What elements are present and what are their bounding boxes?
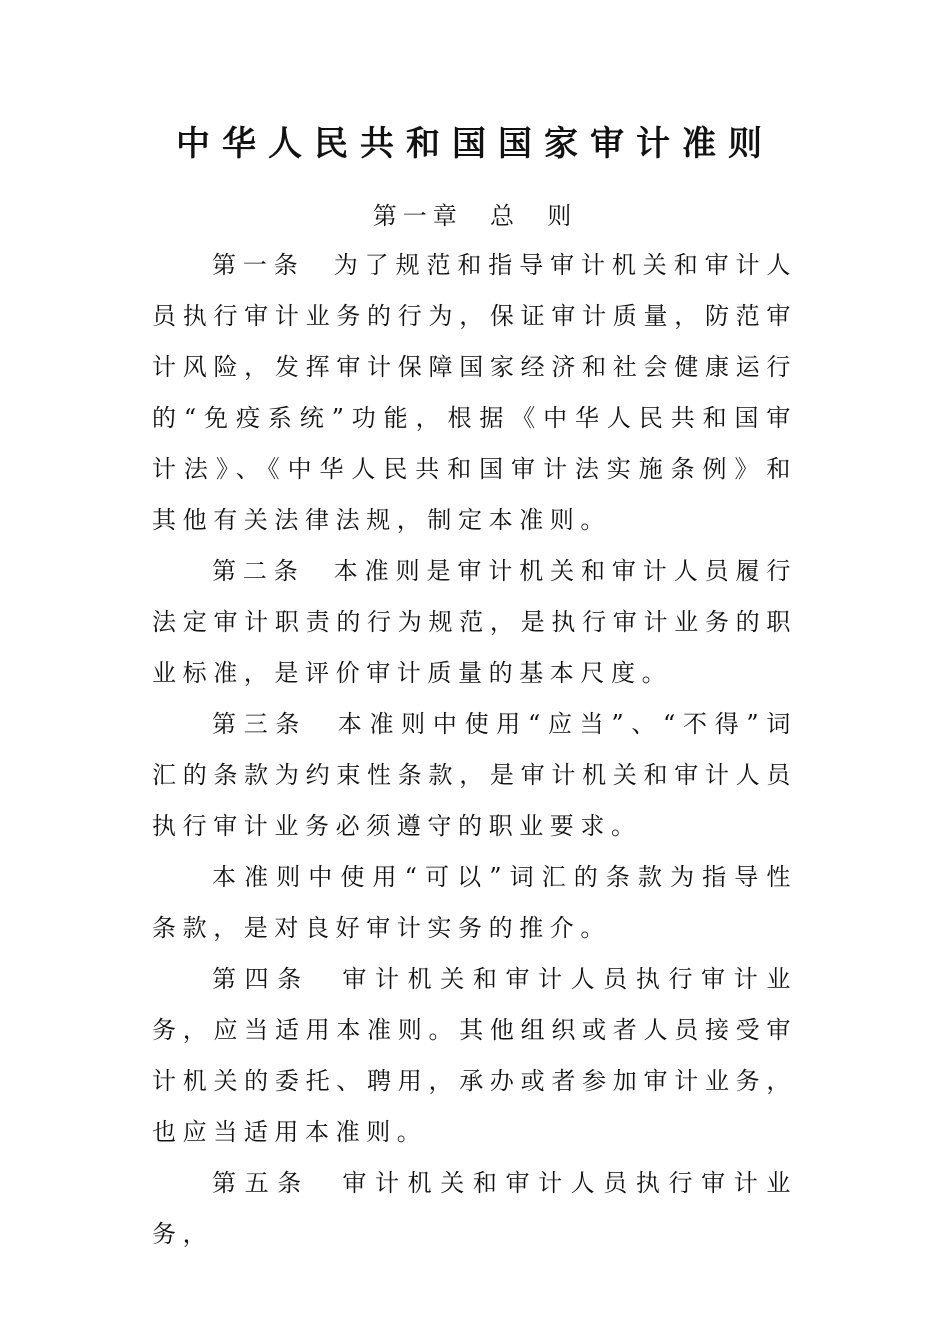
article-3 xyxy=(152,699,797,852)
article-label: 第二条 xyxy=(212,557,334,585)
article-4 xyxy=(152,954,797,1158)
article-text: 审计机关和审计人员执行审计业务， xyxy=(152,1169,797,1248)
article-text: 为了规范和指导审计机关和审计人员执行审计业务的行为，保证审计质量，防范审计风险，发挥审计保障国家经济和社会健康运行的“免疫系统”功能，根据《中华人民共和国审计法》、《中华人民共和国审计法实施条例》和其他有关法律法规，制定本准则。 xyxy=(152,251,798,534)
document-body xyxy=(152,240,797,1260)
article-text: 本准则是审计机关和审计人员履行法定审计职责的行为规范，是执行审计业务的职业标准，是评价审计质量的基本尺度。 xyxy=(152,557,798,687)
article-5 xyxy=(152,1158,797,1260)
article-label: 第三条 xyxy=(212,710,338,738)
article-text: 审计机关和审计人员执行审计业务，应当适用本准则。其他组织或者人员接受审计机关的委托、聘用，承办或者参加审计业务，也应当适用本准则。 xyxy=(152,965,797,1146)
document-title: 中华人民共和国国家审计准则 xyxy=(176,124,774,164)
article-label: 第一条 xyxy=(212,251,334,279)
article-3-continuation xyxy=(152,852,797,954)
article-label: 第四条 xyxy=(212,965,343,993)
article-1 xyxy=(152,240,797,546)
article-label: 第五条 xyxy=(212,1169,343,1197)
chapter-heading: 第一章 总 则 xyxy=(372,202,578,230)
article-text: 本准则中使用“应当”、“不得”词汇的条款为约束性条款，是审计机关和审计人员执行审计业务必须遵守的职业要求。 xyxy=(152,710,797,840)
article-text: 本准则中使用“可以”词汇的条款为指导性条款，是对良好审计实务的推介。 xyxy=(152,863,797,942)
article-2 xyxy=(152,546,797,699)
